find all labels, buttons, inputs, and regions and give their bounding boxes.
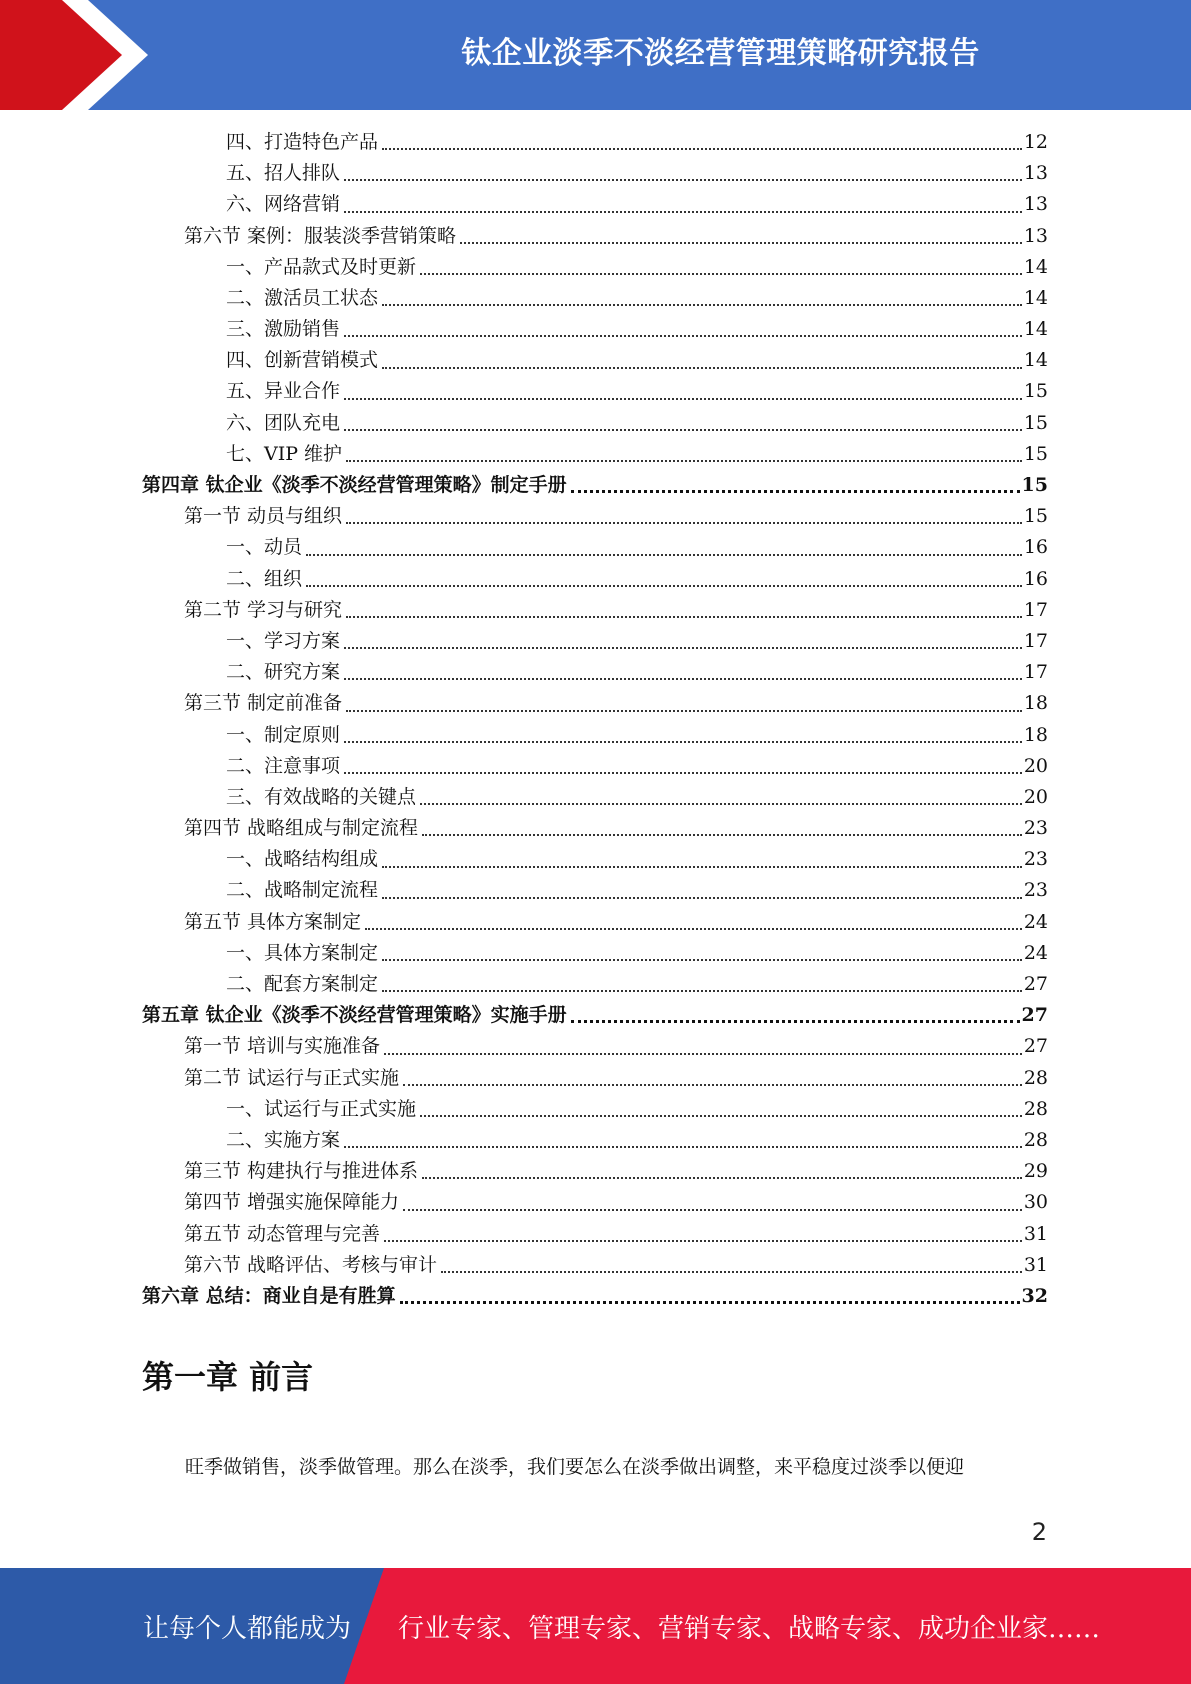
- page-header: [0, 0, 1191, 110]
- toc-entry-page: 31: [1023, 1222, 1048, 1245]
- toc-dot-leader: [400, 1300, 1020, 1304]
- toc-dot-leader: [344, 397, 1022, 400]
- toc-entry-label: 第四章 钛企业《淡季不淡经营管理策略》制定手册: [142, 474, 567, 497]
- toc-entry[interactable]: [142, 844, 1048, 875]
- toc-dot-leader: [344, 178, 1022, 181]
- toc-entry-label: 一、具体方案制定: [226, 941, 379, 964]
- toc-entry-page: 13: [1023, 162, 1048, 185]
- toc-dot-leader: [344, 334, 1022, 337]
- toc-dot-leader: [344, 1145, 1022, 1148]
- toc-entry[interactable]: [142, 969, 1048, 1000]
- toc-entry-label: 第一节 培训与实施准备: [184, 1035, 381, 1058]
- body-paragraph: 旺季做销售，淡季做管理。那么在淡季，我们要怎么在淡季做出调整，来平稳度过淡季以便迎: [185, 1456, 965, 1478]
- toc-dot-leader: [346, 521, 1022, 524]
- toc-entry[interactable]: [142, 938, 1048, 969]
- toc-entry-page: 18: [1023, 723, 1048, 746]
- toc-dot-leader: [382, 958, 1022, 961]
- toc-entry[interactable]: [142, 1000, 1048, 1031]
- toc-entry[interactable]: [142, 1094, 1048, 1125]
- toc-entry[interactable]: [142, 470, 1048, 501]
- toc-entry-label: 第六节 战略评估、考核与审计: [184, 1253, 438, 1276]
- toc-entry[interactable]: [142, 314, 1048, 345]
- toc-entry-label: 一、试运行与正式实施: [226, 1097, 417, 1120]
- toc-dot-leader: [365, 927, 1022, 930]
- toc-entry[interactable]: [142, 283, 1048, 314]
- toc-entry-label: 五、招人排队: [226, 162, 341, 185]
- toc-entry-label: 五、异业合作: [226, 380, 341, 403]
- toc-entry[interactable]: [142, 626, 1048, 657]
- page-number: 2: [1031, 1518, 1047, 1546]
- toc-entry-label: 二、激活员工状态: [226, 286, 379, 309]
- toc-entry[interactable]: [142, 252, 1048, 283]
- toc-entry-page: 27: [1023, 973, 1048, 996]
- toc-entry-label: 六、团队充电: [226, 411, 341, 434]
- toc-entry-label: 一、制定原则: [226, 723, 341, 746]
- toc-entry[interactable]: [142, 408, 1048, 439]
- toc-entry[interactable]: [142, 1187, 1048, 1218]
- toc-dot-leader: [460, 241, 1022, 244]
- toc-dot-leader: [384, 1239, 1022, 1242]
- toc-entry[interactable]: [142, 1031, 1048, 1062]
- toc-dot-leader: [384, 1052, 1022, 1055]
- toc-dot-leader: [346, 615, 1022, 618]
- toc-entry-page: 24: [1023, 941, 1048, 964]
- toc-entry-page: 23: [1023, 879, 1048, 902]
- footer-slogan-right: 行业专家、管理专家、营销专家、战略专家、成功企业家……: [398, 1613, 1101, 1644]
- toc-entry[interactable]: [142, 876, 1048, 907]
- toc-entry-page: 29: [1023, 1160, 1048, 1183]
- toc-entry-page: 30: [1023, 1191, 1048, 1214]
- toc-entry-label: 七、VIP 维护: [226, 442, 343, 465]
- toc-dot-leader: [344, 771, 1022, 774]
- toc-entry[interactable]: [142, 1125, 1048, 1156]
- toc-dot-leader: [346, 709, 1022, 712]
- toc-entry-page: 14: [1023, 318, 1048, 341]
- toc-entry[interactable]: [142, 751, 1048, 782]
- toc-entry[interactable]: [142, 657, 1048, 688]
- toc-entry[interactable]: [142, 439, 1048, 470]
- toc-entry-page: 13: [1023, 193, 1048, 216]
- toc-entry-page: 24: [1023, 910, 1048, 933]
- toc-dot-leader: [403, 1083, 1022, 1086]
- toc-entry-page: 23: [1023, 817, 1048, 840]
- toc-entry-page: 16: [1023, 567, 1048, 590]
- toc-entry-label: 第二节 试运行与正式实施: [184, 1066, 400, 1089]
- toc-entry[interactable]: [142, 189, 1048, 220]
- toc-dot-leader: [344, 210, 1022, 213]
- toc-entry-label: 二、战略制定流程: [226, 879, 379, 902]
- toc-entry[interactable]: [142, 564, 1048, 595]
- toc-entry-page: 15: [1021, 474, 1048, 497]
- toc-dot-leader: [382, 366, 1022, 369]
- toc-entry[interactable]: [142, 1281, 1048, 1312]
- toc-entry-page: 15: [1023, 411, 1048, 434]
- toc-entry-page: 27: [1023, 1035, 1048, 1058]
- toc-entry-label: 一、产品款式及时更新: [226, 255, 417, 278]
- toc-entry[interactable]: [142, 1156, 1048, 1187]
- header-title: 钛企业淡季不淡经营管理策略研究报告: [461, 36, 980, 71]
- toc-entry[interactable]: [142, 688, 1048, 719]
- toc-dot-leader: [422, 1176, 1022, 1179]
- toc-entry-page: 17: [1023, 598, 1048, 621]
- toc-entry-page: 18: [1023, 692, 1048, 715]
- toc-entry-label: 第四节 战略组成与制定流程: [184, 817, 419, 840]
- toc-dot-leader: [382, 147, 1022, 150]
- toc-entry[interactable]: [142, 782, 1048, 813]
- toc-entry-label: 三、有效战略的关键点: [226, 785, 417, 808]
- toc-dot-leader: [306, 584, 1022, 587]
- toc-entry-label: 二、研究方案: [226, 661, 341, 684]
- toc-entry-page: 27: [1021, 1004, 1048, 1027]
- toc-dot-leader: [420, 272, 1022, 275]
- toc-entry-label: 三、激励销售: [226, 318, 341, 341]
- toc-entry-page: 14: [1023, 255, 1048, 278]
- toc-dot-leader: [344, 428, 1022, 431]
- toc-dot-leader: [382, 303, 1022, 306]
- toc-dot-leader: [571, 1019, 1020, 1023]
- toc-entry-label: 第五节 动态管理与完善: [184, 1222, 381, 1245]
- toc-entry[interactable]: [142, 907, 1048, 938]
- toc-entry[interactable]: [142, 532, 1048, 563]
- toc-dot-leader: [403, 1208, 1022, 1211]
- toc-entry-label: 第四节 增强实施保障能力: [184, 1191, 400, 1214]
- toc-entry[interactable]: [142, 345, 1048, 376]
- toc-entry-label: 二、实施方案: [226, 1128, 341, 1151]
- toc-dot-leader: [382, 989, 1022, 992]
- toc-entry-label: 四、打造特色产品: [226, 130, 379, 153]
- toc-entry-page: 15: [1023, 380, 1048, 403]
- toc-entry-page: 16: [1023, 536, 1048, 559]
- toc-entry-page: 14: [1023, 349, 1048, 372]
- toc-dot-leader: [441, 1270, 1022, 1273]
- footer-slogan-left: 让每个人都能成为: [143, 1613, 352, 1644]
- chapter-heading: 第一章 前言: [142, 1358, 314, 1396]
- toc-entry-page: 28: [1023, 1128, 1048, 1151]
- toc-dot-leader: [306, 553, 1022, 556]
- toc-entry-page: 14: [1023, 286, 1048, 309]
- toc-entry-page: 32: [1021, 1284, 1048, 1307]
- toc-entry-page: 17: [1023, 661, 1048, 684]
- toc-dot-leader: [344, 740, 1022, 743]
- toc-entry[interactable]: [142, 127, 1048, 158]
- toc-dot-leader: [571, 489, 1020, 493]
- toc-entry-label: 第五章 钛企业《淡季不淡经营管理策略》实施手册: [142, 1004, 567, 1027]
- toc-dot-leader: [420, 1114, 1022, 1117]
- toc-entry-page: 15: [1023, 505, 1048, 528]
- toc-entry-page: 31: [1023, 1253, 1048, 1276]
- toc-entry[interactable]: [142, 377, 1048, 408]
- toc-entry-page: 20: [1023, 785, 1048, 808]
- toc-entry[interactable]: [142, 813, 1048, 844]
- toc-dot-leader: [382, 865, 1022, 868]
- toc-entry[interactable]: [142, 1250, 1048, 1281]
- toc-entry[interactable]: [142, 1219, 1048, 1250]
- toc-entry-label: 第六节 案例：服装淡季营销策略: [184, 224, 457, 247]
- toc-entry[interactable]: [142, 595, 1048, 626]
- toc-entry[interactable]: [142, 720, 1048, 751]
- toc-entry-page: 20: [1023, 754, 1048, 777]
- toc-dot-leader: [382, 896, 1022, 899]
- toc-dot-leader: [422, 833, 1022, 836]
- toc-entry-page: 28: [1023, 1097, 1048, 1120]
- toc-entry-label: 一、学习方案: [226, 629, 341, 652]
- toc-dot-leader: [344, 677, 1022, 680]
- toc-entry[interactable]: [142, 221, 1048, 252]
- page-footer: [0, 1568, 1191, 1684]
- toc-entry[interactable]: [142, 501, 1048, 532]
- toc-entry-page: 23: [1023, 848, 1048, 871]
- toc-entry-label: 二、注意事项: [226, 754, 341, 777]
- toc-entry-label: 第一节 动员与组织: [184, 505, 343, 528]
- toc-entry-label: 一、动员: [226, 536, 303, 559]
- toc-entry-page: 15: [1023, 442, 1048, 465]
- toc-entry[interactable]: [142, 158, 1048, 189]
- table-of-contents: [142, 127, 1048, 1312]
- toc-dot-leader: [420, 802, 1022, 805]
- toc-entry-label: 四、创新营销模式: [226, 349, 379, 372]
- toc-dot-leader: [344, 646, 1022, 649]
- toc-entry-page: 17: [1023, 629, 1048, 652]
- toc-entry-label: 二、组织: [226, 567, 303, 590]
- toc-dot-leader: [346, 459, 1022, 462]
- toc-entry[interactable]: [142, 1063, 1048, 1094]
- toc-entry-page: 13: [1023, 224, 1048, 247]
- toc-entry-label: 一、战略结构组成: [226, 848, 379, 871]
- toc-entry-page: 12: [1023, 130, 1048, 153]
- toc-entry-label: 二、配套方案制定: [226, 973, 379, 996]
- toc-entry-label: 第六章 总结：商业自是有胜算: [142, 1284, 396, 1307]
- toc-entry-page: 28: [1023, 1066, 1048, 1089]
- toc-entry-label: 六、网络营销: [226, 193, 341, 216]
- toc-entry-label: 第五节 具体方案制定: [184, 910, 362, 933]
- toc-entry-label: 第二节 学习与研究: [184, 598, 343, 621]
- toc-entry-label: 第三节 构建执行与推进体系: [184, 1160, 419, 1183]
- toc-entry-label: 第三节 制定前准备: [184, 692, 343, 715]
